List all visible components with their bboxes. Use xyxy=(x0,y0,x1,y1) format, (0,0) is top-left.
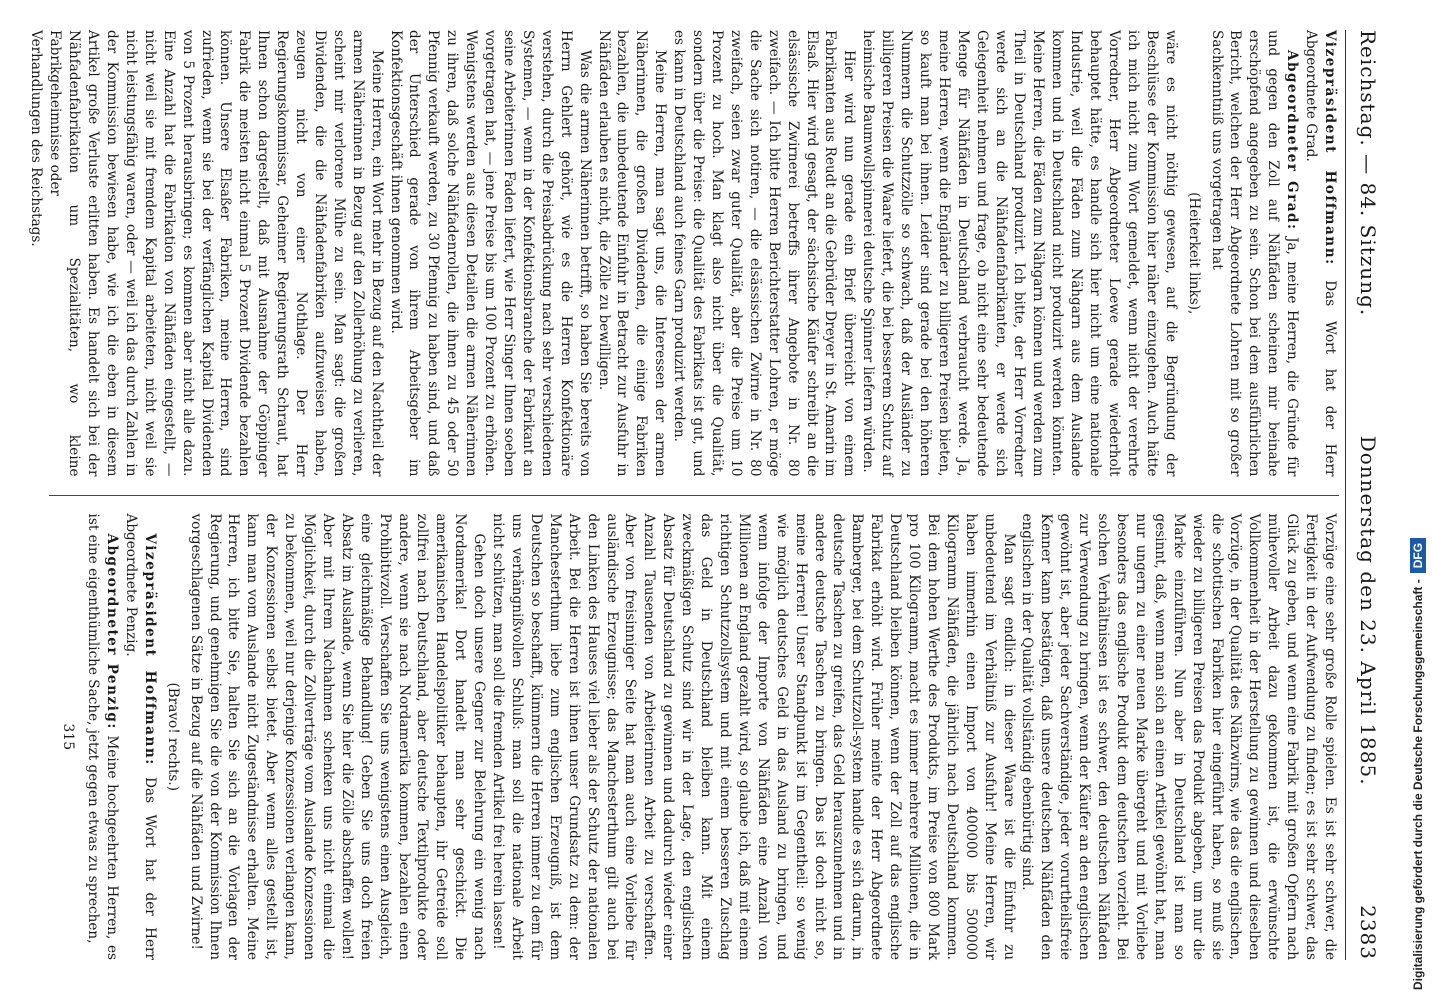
sheet-number: 315 xyxy=(60,723,77,751)
speech-text: Das Wort hat der Herr Abgeordnete Penzig. xyxy=(122,513,158,960)
speaker-name: Vizepräsident Hoffmann: xyxy=(1322,30,1338,266)
speech-text: Das Wort hat der Herr Abgeordnete Grad. xyxy=(1303,30,1338,477)
footer-text: Verhandlungen des Reichstags. xyxy=(28,30,45,247)
header-left: Reichstag. — 84. Sitzung. xyxy=(1356,30,1380,317)
header-date: Donnerstag den 23. April 1885. xyxy=(1356,435,1380,786)
paragraph: wäre es nicht nöthig gewesen, auf die Begründung der Beschlüsse der Kommission hier näher einzugehen. Auch hätte ich mich nicht zum Wort gemeldet, wenn nicht der verehrte Vorredner, Herr Abgeordneter Loewe gerade wiederholt behauptet hätte, es handle sich hier nicht um eine nationale Industrie, weil die Fäden zum Nähgarn aus dem Auslande kommen und in Deutschland nicht produzirt werden könnten. Meine Herren, die Fäden zum Nähgarn können und werden zum Theil in Deutschland produzirt. Ich bitte, der Herr Vorredner werde sich an die Nähfadenfabrikanten, er werde sich Gelegenheit nehmen und frage, ob nicht eine sehr bedeutende Menge für Nähfäden in Deutschland verbraucht werde. Ja, meine Herren, wenn die Engländer zu billigeren Preisen bieten, so kauft man bei ihnen. Leider sind gerade bei den höheren Nummern die Schutzzölle so schwach, daß der Ausländer zu billigeren Preisen die Waare liefert, die bei besserem Schutz auf heimische Baumwollspinnerei deutsche Spinner liefern würden. xyxy=(860,30,1179,477)
page-header xyxy=(1345,30,1380,960)
paragraph: Was die armen Näherinnen betrifft, so haben Sie bereits von Herrn Gehlert gehört, wie es die Herren Konfektionäre verstehen, durch die Preisabdrückung nach sehr verschiedenen Systemen, — wenn in der Konfektionsbranche der Fabrikant an seine Arbeiterinnen Faden liefert, wie Herr Singer Ihnen soeben vorgetragen hat, — jene Preise bis um 100 Prozent zu erhöhen. Wenigstens werden aus diesen Detailen die armen Näherinnen zu ihren, daß solche Nähfadenrollen, die ihnen zu 45 oder 50 Pfennig verkauft werden, zu 30 Pfennig zu haben sind, und daß der Unterschied gerade von ihrem Arbeitsgeber im Konfektionsgeschäft ihnen genommen wird. xyxy=(387,30,593,477)
paragraph xyxy=(121,514,159,961)
paragraph: Gehen doch unsere Gegner zur Belehrung ein wenig nach Nordamerika! Dort handelt man sehr geschickt. Die amerikanischen Handelspolitiker behaupten, ihr Getreide soll zollfrei nach Deutschland, aber deutsche Textilprodukte oder andere, wenn sie nach Nordamerika kommen, bezahlen einen Prohibitivzoll. Verschaffen Sie uns wenigstens einen Ausgleich, eine gleichmäßige Behandlung! Geben Sie uns doch freien Absatz im Auslande, wenn Sie hier die Zölle abschaffen wollen! Aber mit Ihrem Nachahmen schenken uns nicht einmal die Möglichkeit, durch die Zollverträge vom Auslande Konzessionen zu bekommen, weil nur derjenige Konzessionen verlangen kann, der Konzessionen selbst bietet. Aber wenn alles gestellt ist, kann man vom Auslande nicht Zugeständnisse erhalten. Meine Herren, ich bitte Sie, halten Sie sich an die Vorlagen der Regierung, und genehmigen Sie die von der Kommission Ihnen vorgeschlagenen Sätze in Bezug auf die Nähfäden und Zwirne! xyxy=(187,513,488,960)
speaker-name: Abgeordneter Penzig: xyxy=(104,533,120,730)
paragraph: Vorzüge eine sehr große Rolle spielen. Es ist sehr schwer, die Fertigkeit in der Aufwendung zu finden; es ist sehr schwer, das Glück zu geben, und wenn eine Fabrik mit großen Opfern nach mühevoller Arbeit dazu gekommen ist, die erwünschte Vollkommenheit in der Herstellung zu gewinnen und dieselben Vorzüge, in der Qualität des Nähzwirns, wie das die englischen, die schottischen Fabriken hier eingeführt haben, so muß sie wieder zu billigeren Preisen das Produkt abgeben, um nur die Marke einzuführen. Nun aber in Deutschland ist man so gesinnt, daß, wenn man sich an einen Artikel gewöhnt hat, man nur ungern zu einer neuen Marke übergeht und mit Vorliebe besonders das englische Produkt dem deutschen vorzieht. Bei solchen Verhältnissen ist es schwer, den deutschen Nähfaden zur Verwendung zu bringen, wenn der Käufer an den englischen gewöhnt ist, aber jeder Sachverständige, jeder vorurtheilsfreie Kenner kann bestätigen, daß unsere deutschen Nähfäden den englischen in der Qualität vollständig ebenbürtig sind. xyxy=(1019,513,1338,960)
speaker-name: Vizepräsident Hoffmann: xyxy=(141,533,158,766)
dfg-credit-text: Digitalisierung gefördert durch die Deutsche Forschungsgemeinschaft - xyxy=(1411,579,1425,990)
column-divider xyxy=(49,495,1339,496)
paragraph: Man sagt endlich: in dieser Waare ist die Einfuhr zu unbedeutend im Verhältniß zur Ausfuhr! Meine Herren, wir haben immerhin einen Import von 400000 bis 500000 Kilogramm Nähfäden, die jährlich nach Deutschland kommen. Bei dem hohen Werthe des Produkts, im Preise von 800 Mark pro 100 Kilogramm, macht es immer mehrere Millionen, die in Deutschland bleiben können, wenn der Zoll auf das englische Fabrikat erhöht wird. Früher meinte der Herr Abgeordnete Bamberger, bei dem Schutzzoll-system handle es sich darum, in deutsche Taschen zu greifen, das Geld herauszunehmen und in andere deutsche Taschen zu bringen. Das ist doch nicht so, meine Herren! Unser Standpunkt ist im Gegentheil: so wenig wie möglich deutsches Geld in das Ausland zu bringen, und wenn infolge der Importe von Nähfäden eine Anzahl von Millionen an England gezahlt wird, so glaube ich, daß mit einem richtigen Schutzzollsystem und mit einem besseren Zuschlag das Geld in Deutschland bleiben kann. Mit einem zweckmäßigen Schutz sind wir in der Lage, den englischen Absatz für Deutschland zu gewinnen und dadurch wieder einer Anzahl Tausenden von Arbeiterinnen Arbeit zu verschaffen. Aber von freisinniger Seite hat man auch eine Vorliebe für ausländische Erzeugnisse; das Manchesterthum gilt auch bei den Linken des Hauses viel lieber als der Schutz der nationalen Arbeit. Bei die Herren ist ihnen unser Grundsatz zu dem: der Manchesterthum liebe zum englischen Erzeugniß, ist dem Deutschen so beschafft, kümmern die Herren immer zu dem für uns verhängnißvollen Schluß: man soll die nationale Arbeit nicht schützen, man soll die fremden Artikel frei herein lassen! xyxy=(490,513,1017,960)
column-right xyxy=(49,514,1339,961)
speaker-name: Abgeordneter Grad: xyxy=(1284,50,1301,231)
reaction-note: (Heiterkeit links), xyxy=(1185,192,1202,315)
dfg-credit xyxy=(1410,538,1426,990)
paragraph: Meine Herren, man sagt uns, die Interessen der armen Näherinnen, die großen Dividenden, die einige Fabriken bezahlen, die unbedeutende Einfuhr in Betracht zur Ausfuhr in Nähfäden erlauben es nicht, die Zölle zu bewilligen. xyxy=(595,30,669,477)
dfg-logo: DFG xyxy=(1410,538,1426,573)
column-left xyxy=(28,30,1339,477)
text-columns xyxy=(28,30,1339,960)
paragraph xyxy=(83,514,121,961)
paragraph: Meine Herren, ein Wort mehr in Bezug auf den Nachtheil der armen Näherinnen in Bezug auf den Zollerhöhung zu verlieren, scheint mir verlorene Mühe zu sein. Man sagt: die großen Dividenden, die die Nähfadenfabriken aufzuweisen haben, zeugen nicht von einer Nothlage. Der Herr Regierungskommissar, Geheimer Regierungsrath Schraut, hat Ihnen schon dargestellt, daß mit Ausnahme der Göppinger Fabrik die meisten nicht einmal 5 Prozent Dividende bezahlen können. Unsere Elsaßer Fabriken, meine Herren, sind zufrieden, wenn sie bei der verfänglichen Kapital Dividenden von 5 Prozent herausbringen; es kommen aber nicht alle dazu. Eine Anzahl hat die Fabrikation von Nähfäden eingestellt, — nicht weil sie mit fremdem Kapital arbeiteten, nicht weil sie nicht leistungsfähig waren, oder — weil ich das durch Zahlen in der Kommission bewiesen habe, wie ich die eben in diesem Artikel große Verluste erlitten haben. Es handelt sich bei der Nähfadenfabrikation um Spezialitäten, wo kleine Fabrikgeheimnisse oder xyxy=(47,30,385,477)
speech-text: Meine hochgeehrten Herren, es ist eine eigenthümliche Sache, jetzt gegen etwas zu sprechen, xyxy=(85,513,120,960)
speech-text: Ja, meine Herren, die Gründe für und gegen den Zoll auf Nähfäden scheinen mir beinahe erschöpfend angegeben zu sein. Schon bei dem ausführlichen Bericht, welchen der Herr Abgeordnete Lohren mit so großer Sachkenntniß uns vorgetragen hat xyxy=(1208,30,1301,477)
dfg-strip xyxy=(1400,0,1432,1000)
page-number: 2383 xyxy=(1356,905,1380,960)
reaction-note: (Bravo! rechts.) xyxy=(164,682,181,792)
paragraph xyxy=(1207,30,1302,477)
paragraph: Hier wird nun gerade ein Brief überreicht von einem Fabrikanten aus Reudt an die Gebrüder Dreyer in St. Amarin im Elsaß. Hier wird gesagt, der sächsische Käufer schreibt an die elsässische Zwirnerei betreffs ihrer Angebote in Nr. 80 zweifach. — Ich bitte Herren Berichterstatter Lohren, er möge die Sache sich notiren, — die elsässischen Zwirne in Nr. 80 zweifach, seien zwar guter Qualität, aber die Preise um 10 Prozent zu hoch. Man klagt also nicht über die Qualität, sondern über die Preise: die Qualität des Fabrikats ist gut, und es kann in Deutschland auch feines Garn produzirt werden. xyxy=(671,30,858,477)
paragraph xyxy=(1301,30,1339,477)
